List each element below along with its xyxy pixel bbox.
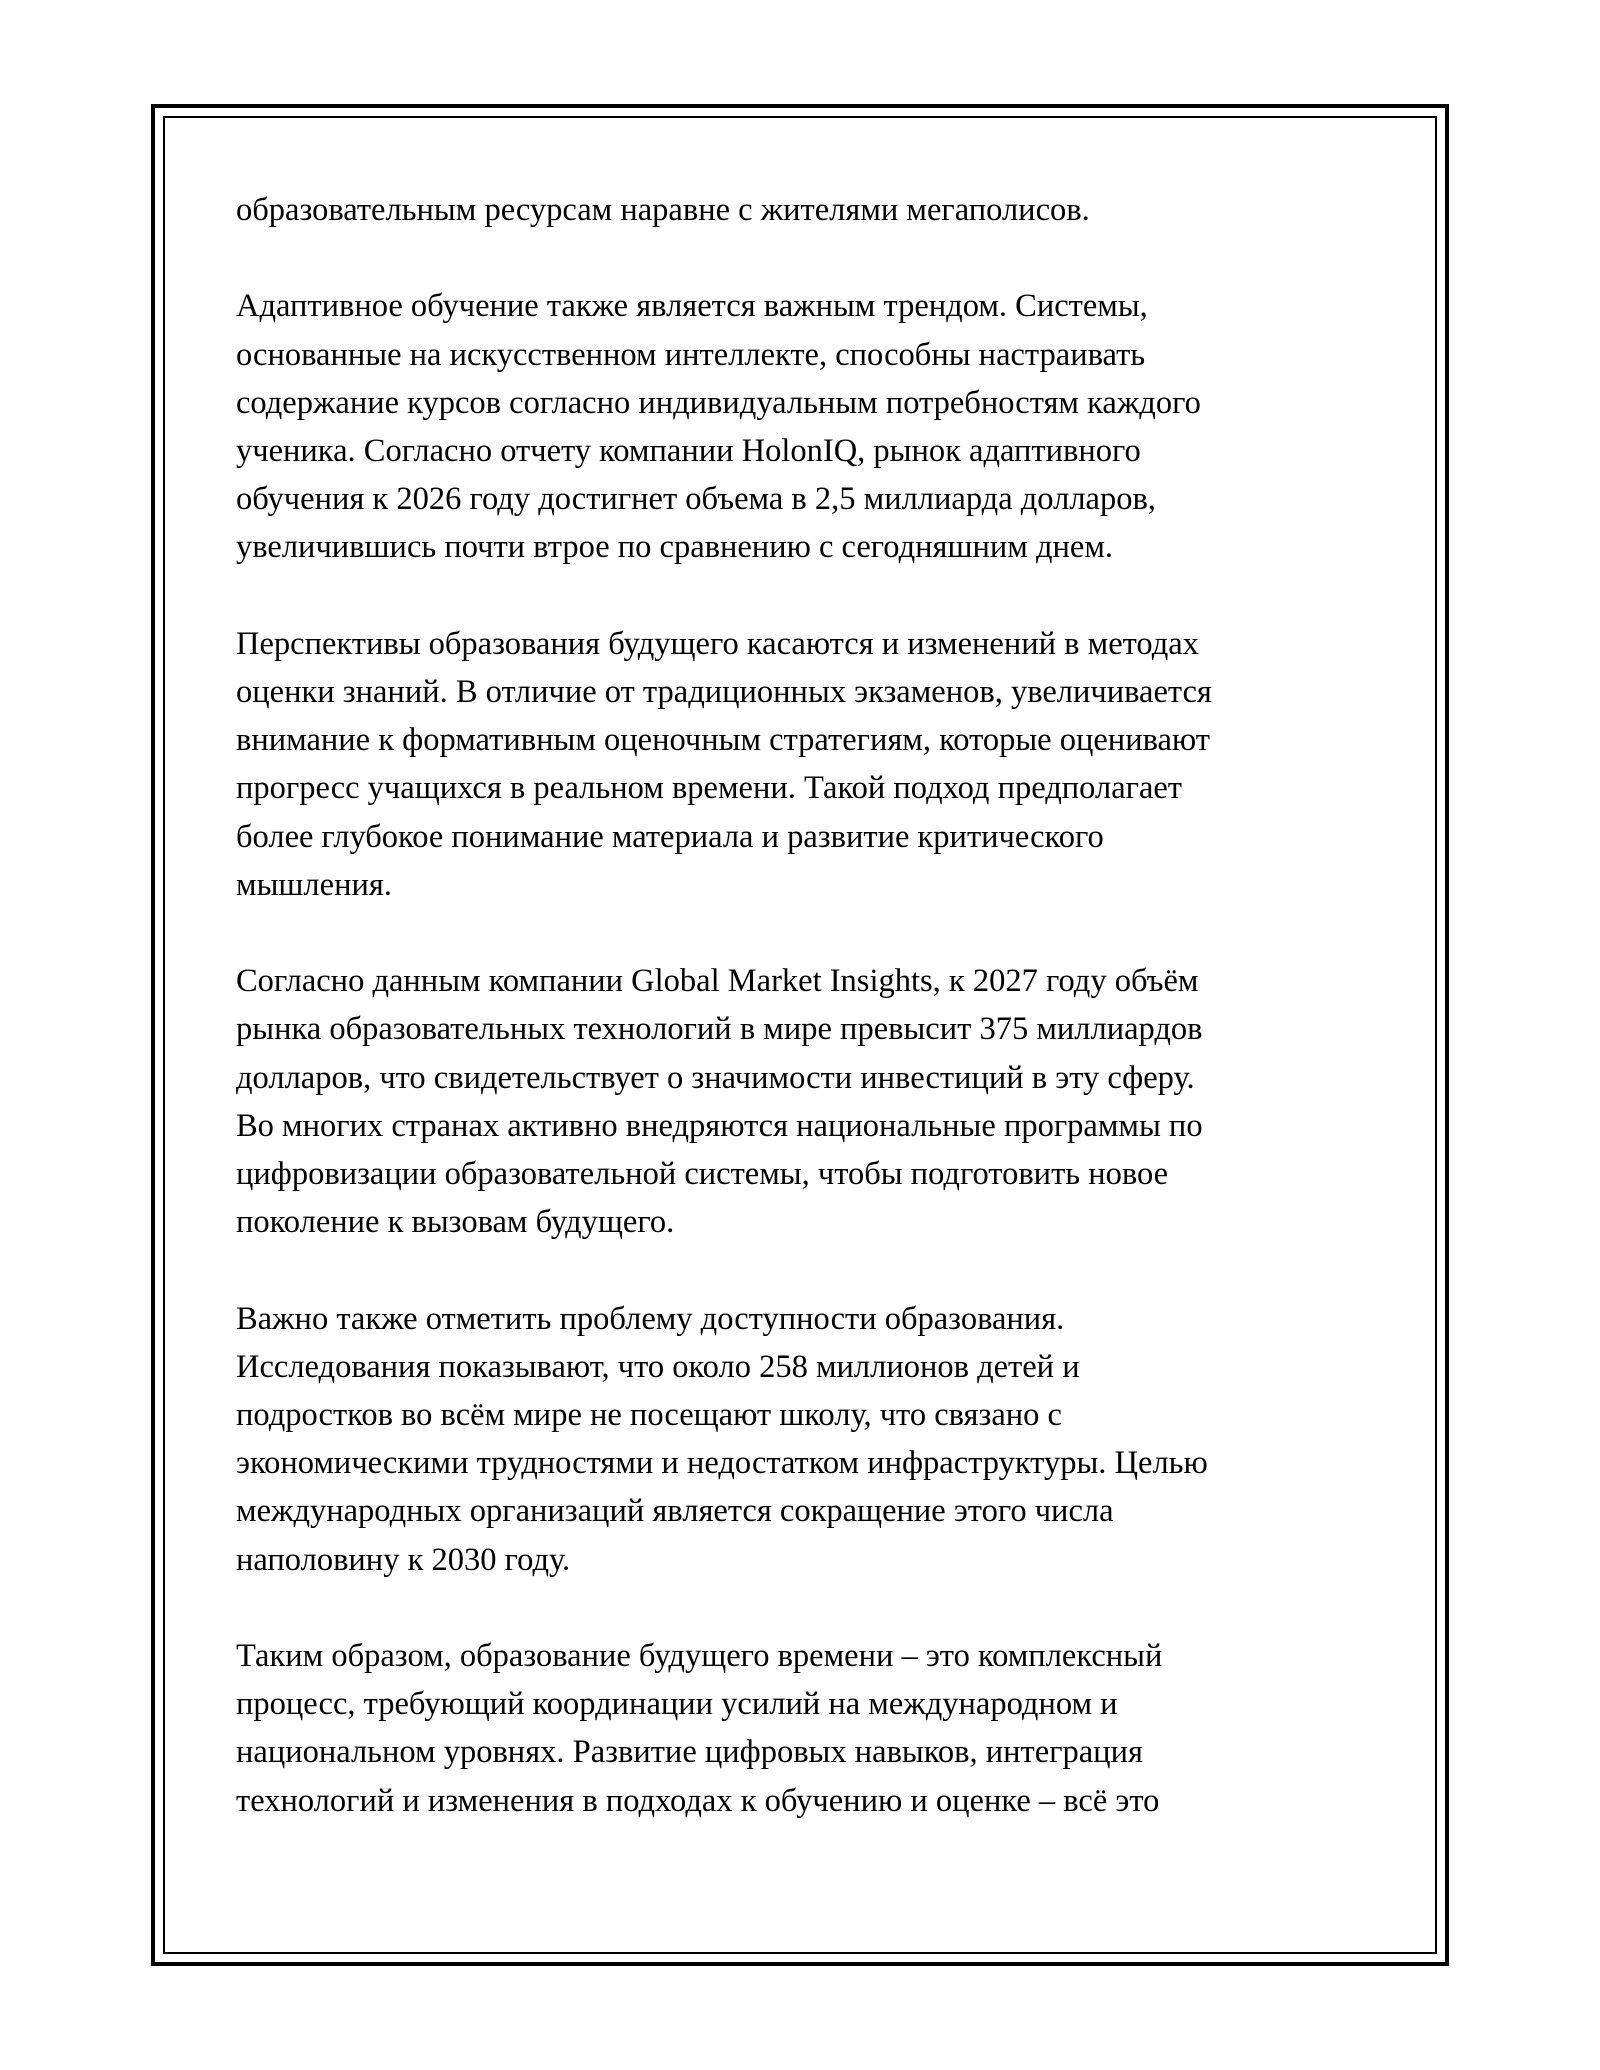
paragraph: Перспективы образования будущего касаются и изменений в методах оценки знаний. В отличие от традиционных экзаменов, увеличивается внимание к формативным оценочным стратегиям, которые оценивают прогресс учащихся в реальном времени. Такой подход предполагает более глубокое понимание материала и развитие критического мышления.	[236, 625, 1212, 903]
paragraph: Таким образом, образование будущего времени – это комплексный процесс, требующий координации усилий на международном и национальном уровнях. Развитие цифровых навыков, интеграция технологий и изменения в подходах к обучению и оценке – всё это	[236, 1638, 1163, 1819]
paragraph: Адаптивное обучение также является важным трендом. Системы, основанные на искусственном интеллекте, способны настраивать содержание курсов согласно индивидуальным потребностям каждого ученика. Согласно отчету компании HolonIQ, рынок адаптивного обучения к 2026 году достигнет объема в 2,5 миллиарда долларов, увеличившись почти втрое по сравнению с сегодняшним днем.	[236, 288, 1201, 566]
paragraph: образовательным ресурсам наравне с жителями мегаполисов.	[236, 192, 1090, 228]
paragraph: Согласно данным компании Global Market Insights, к 2027 году объём рынка образовательных технологий в мире превысит 375 миллиардов долларов, что свидетельствует о значимости инвестиций в эту сферу. Во многих странах активно внедряются национальные программы по цифровизации образовательной системы, чтобы подготовить новое поколение к вызовам будущего.	[236, 963, 1203, 1241]
paragraph: Важно также отметить проблему доступности образования. Исследования показывают, что около 258 миллионов детей и подростков во всём мире не посещают школу, что связано с экономическими трудностями и недостатком инфраструктуры. Целью международных организаций является сокращение этого числа наполовину к 2030 году.	[236, 1300, 1208, 1578]
document-body	[236, 186, 1366, 1873]
